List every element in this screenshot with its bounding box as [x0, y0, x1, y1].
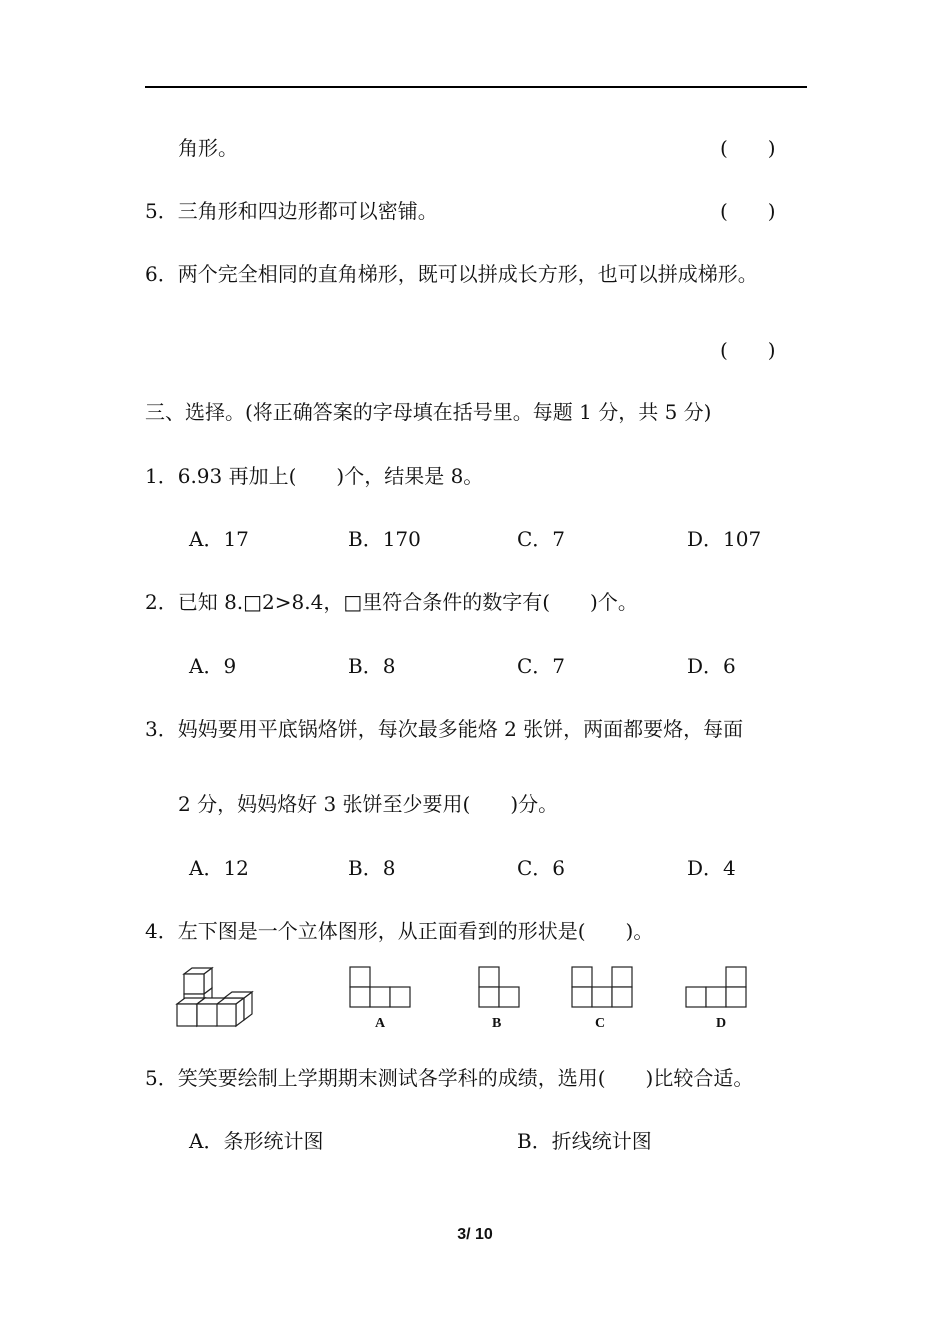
figure-square — [350, 967, 370, 987]
figure-square — [479, 987, 499, 1007]
choice-q2-option-d: D．6 — [687, 654, 736, 678]
figure-square — [686, 987, 706, 1007]
choice-q3-line1: 3．妈妈要用平底锅烙饼，每次最多能烙 2 张饼，两面都要烙，每面 — [145, 717, 744, 741]
option-figure-c-label: C — [595, 1016, 606, 1031]
solid-face — [177, 1004, 197, 1026]
answer-paren-q6[interactable]: ( ) — [720, 338, 776, 362]
judge-q6: 6．两个完全相同的直角梯形，既可以拼成长方形，也可以拼成梯形。 — [145, 262, 758, 286]
figure-square — [350, 987, 370, 1007]
figure-square — [612, 987, 632, 1007]
option-figure-b-label: B — [492, 1016, 502, 1031]
page-number: 3/ 10 — [457, 1226, 493, 1243]
figure-square — [479, 967, 499, 987]
figure-square — [499, 987, 519, 1007]
choice-q3-option-c: C．6 — [517, 856, 566, 880]
figure-square — [612, 967, 632, 987]
solid-face — [216, 1004, 236, 1026]
choice-q3-option-a: A．12 — [189, 856, 249, 880]
choice-q5: 5．笑笑要绘制上学期期末测试各学科的成绩，选用( )比较合适。 — [145, 1066, 754, 1090]
choice-q3-line2: 2 分，妈妈烙好 3 张饼至少要用( )分。 — [178, 792, 559, 816]
answer-paren-q4[interactable]: ( ) — [720, 136, 776, 160]
figure-square — [592, 987, 612, 1007]
choice-q5-option-b: B．折线统计图 — [517, 1129, 652, 1153]
choice-q1: 1．6.93 再加上( )个，结果是 8。 — [145, 464, 484, 488]
option-figure-a — [349, 966, 411, 1010]
choice-q3-option-b: B．8 — [348, 856, 396, 880]
solid-face — [197, 1004, 217, 1026]
choice-q2-option-b: B．8 — [348, 654, 396, 678]
answer-paren-q5[interactable]: ( ) — [720, 199, 776, 223]
judge-q4-continuation: 角形。 — [178, 136, 238, 160]
choice-q1-option-b: B．170 — [348, 527, 421, 551]
choice-q2-option-a: A．9 — [189, 654, 237, 678]
figure-square — [572, 967, 592, 987]
figure-square — [390, 987, 410, 1007]
solid-figure-3d — [170, 966, 260, 1030]
figure-square — [726, 987, 746, 1007]
choice-q2: 2．已知 8.□2>8.4，□里符合条件的数字有( )个。 — [145, 590, 638, 614]
choice-q2-option-c: C．7 — [517, 654, 566, 678]
choice-q1-option-c: C．7 — [517, 527, 566, 551]
judge-q5: 5．三角形和四边形都可以密铺。 — [145, 199, 438, 223]
figure-square — [706, 987, 726, 1007]
solid-face — [184, 974, 204, 994]
section-heading-choice: 三、选择。(将正确答案的字母填在括号里。每题 1 分，共 5 分) — [145, 400, 712, 424]
option-figure-a-label: A — [375, 1016, 386, 1031]
option-figure-b — [478, 966, 520, 1010]
option-figure-d — [685, 966, 747, 1010]
choice-q1-option-d: D．107 — [687, 527, 762, 551]
figure-square — [726, 967, 746, 987]
choice-q1-option-a: A．17 — [189, 527, 249, 551]
choice-q3-option-d: D．4 — [687, 856, 736, 880]
option-figure-c — [571, 966, 633, 1010]
figure-square — [370, 987, 390, 1007]
option-figure-d-label: D — [716, 1016, 727, 1031]
header-rule — [145, 86, 807, 88]
choice-q5-option-a: A．条形统计图 — [189, 1129, 324, 1153]
figure-square — [572, 987, 592, 1007]
choice-q4: 4．左下图是一个立体图形，从正面看到的形状是( )。 — [145, 919, 654, 943]
